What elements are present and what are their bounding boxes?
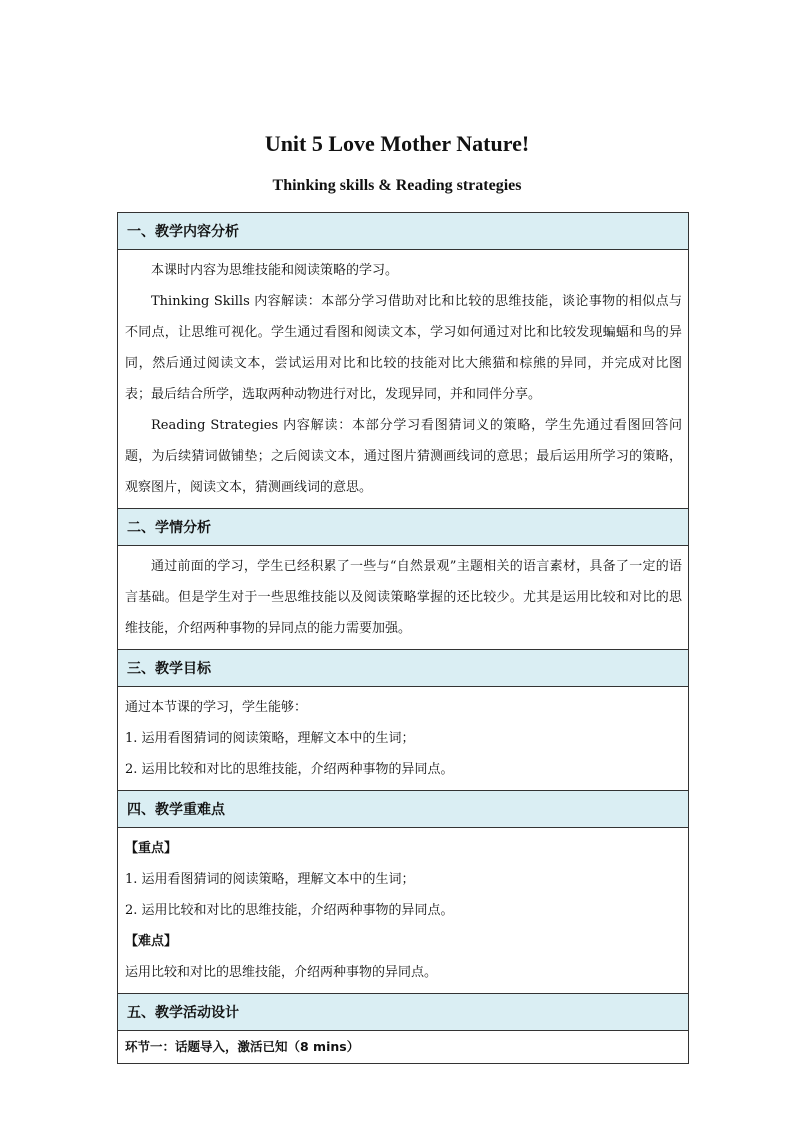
objective-item: 2. 运用比较和对比的思维技能，介绍两种事物的异同点。	[125, 762, 454, 777]
objectives-intro: 通过本节课的学习，学生能够：	[125, 700, 308, 715]
section-body-key-points	[118, 828, 688, 994]
section-heading-activities: 五、教学活动设计	[118, 994, 688, 1031]
section-heading-objectives: 三、教学目标	[118, 650, 688, 687]
document-subtitle: Thinking skills & Reading strategies	[272, 177, 522, 194]
difficult-points-label: 【难点】	[125, 934, 178, 949]
objective-item: 1. 运用看图猜词的阅读策略，理解文本中的生词；	[125, 731, 415, 746]
activity-stage-title: 环节一：话题导入，激活已知（8 mins）	[125, 1039, 360, 1054]
difficult-point-text: 运用比较和对比的思维技能，介绍两种事物的异同点。	[125, 965, 438, 980]
content-analysis-paragraph: Thinking Skills 内容解读：本部分学习借助对比和比较的思维技能，谈论事物的相似点与不同点，让思维可视化。学生通过看图和阅读文本，学习如何通过对比和比较发现蝙蝠和鸟的异同，然后通过阅读文本，尝试运用对比和比较的技能对比大熊猫和棕熊的异同，并完成对比图表；最后结合所学，选取两种动物进行对比，发现异同，并和同伴分享。	[125, 294, 682, 402]
section-body-content-analysis	[118, 250, 688, 509]
lesson-plan-table	[117, 212, 689, 1064]
section-body-activities	[118, 1031, 688, 1063]
key-point-item: 2. 运用比较和对比的思维技能，介绍两种事物的异同点。	[125, 903, 454, 918]
content-analysis-paragraph: 本课时内容为思维技能和阅读策略的学习。	[151, 263, 399, 278]
document-title: Unit 5 Love Mother Nature!	[264, 131, 530, 156]
section-heading-key-points: 四、教学重难点	[118, 791, 688, 828]
content-analysis-paragraph: Reading Strategies 内容解读：本部分学习看图猜词义的策略，学生先通过看图回答问题，为后续猜词做铺垫；之后阅读文本，通过图片猜测画线词的意思；最后运用所学习的策略，观察图片，阅读文本，猜测画线词的意思。	[125, 418, 682, 495]
section-heading-learner-analysis: 二、学情分析	[118, 509, 688, 546]
key-points-label: 【重点】	[125, 841, 178, 856]
key-point-item: 1. 运用看图猜词的阅读策略，理解文本中的生词；	[125, 872, 415, 887]
section-body-objectives	[118, 687, 688, 791]
learner-analysis-paragraph: 通过前面的学习，学生已经积累了一些与“自然景观”主题相关的语言素材，具备了一定的语言基础。但是学生对于一些思维技能以及阅读策略掌握的还比较少。尤其是运用比较和对比的思维技能，介绍两种事物的异同点的能力需要加强。	[125, 559, 682, 636]
section-body-learner-analysis	[118, 546, 688, 650]
section-heading-content-analysis: 一、教学内容分析	[118, 213, 688, 250]
